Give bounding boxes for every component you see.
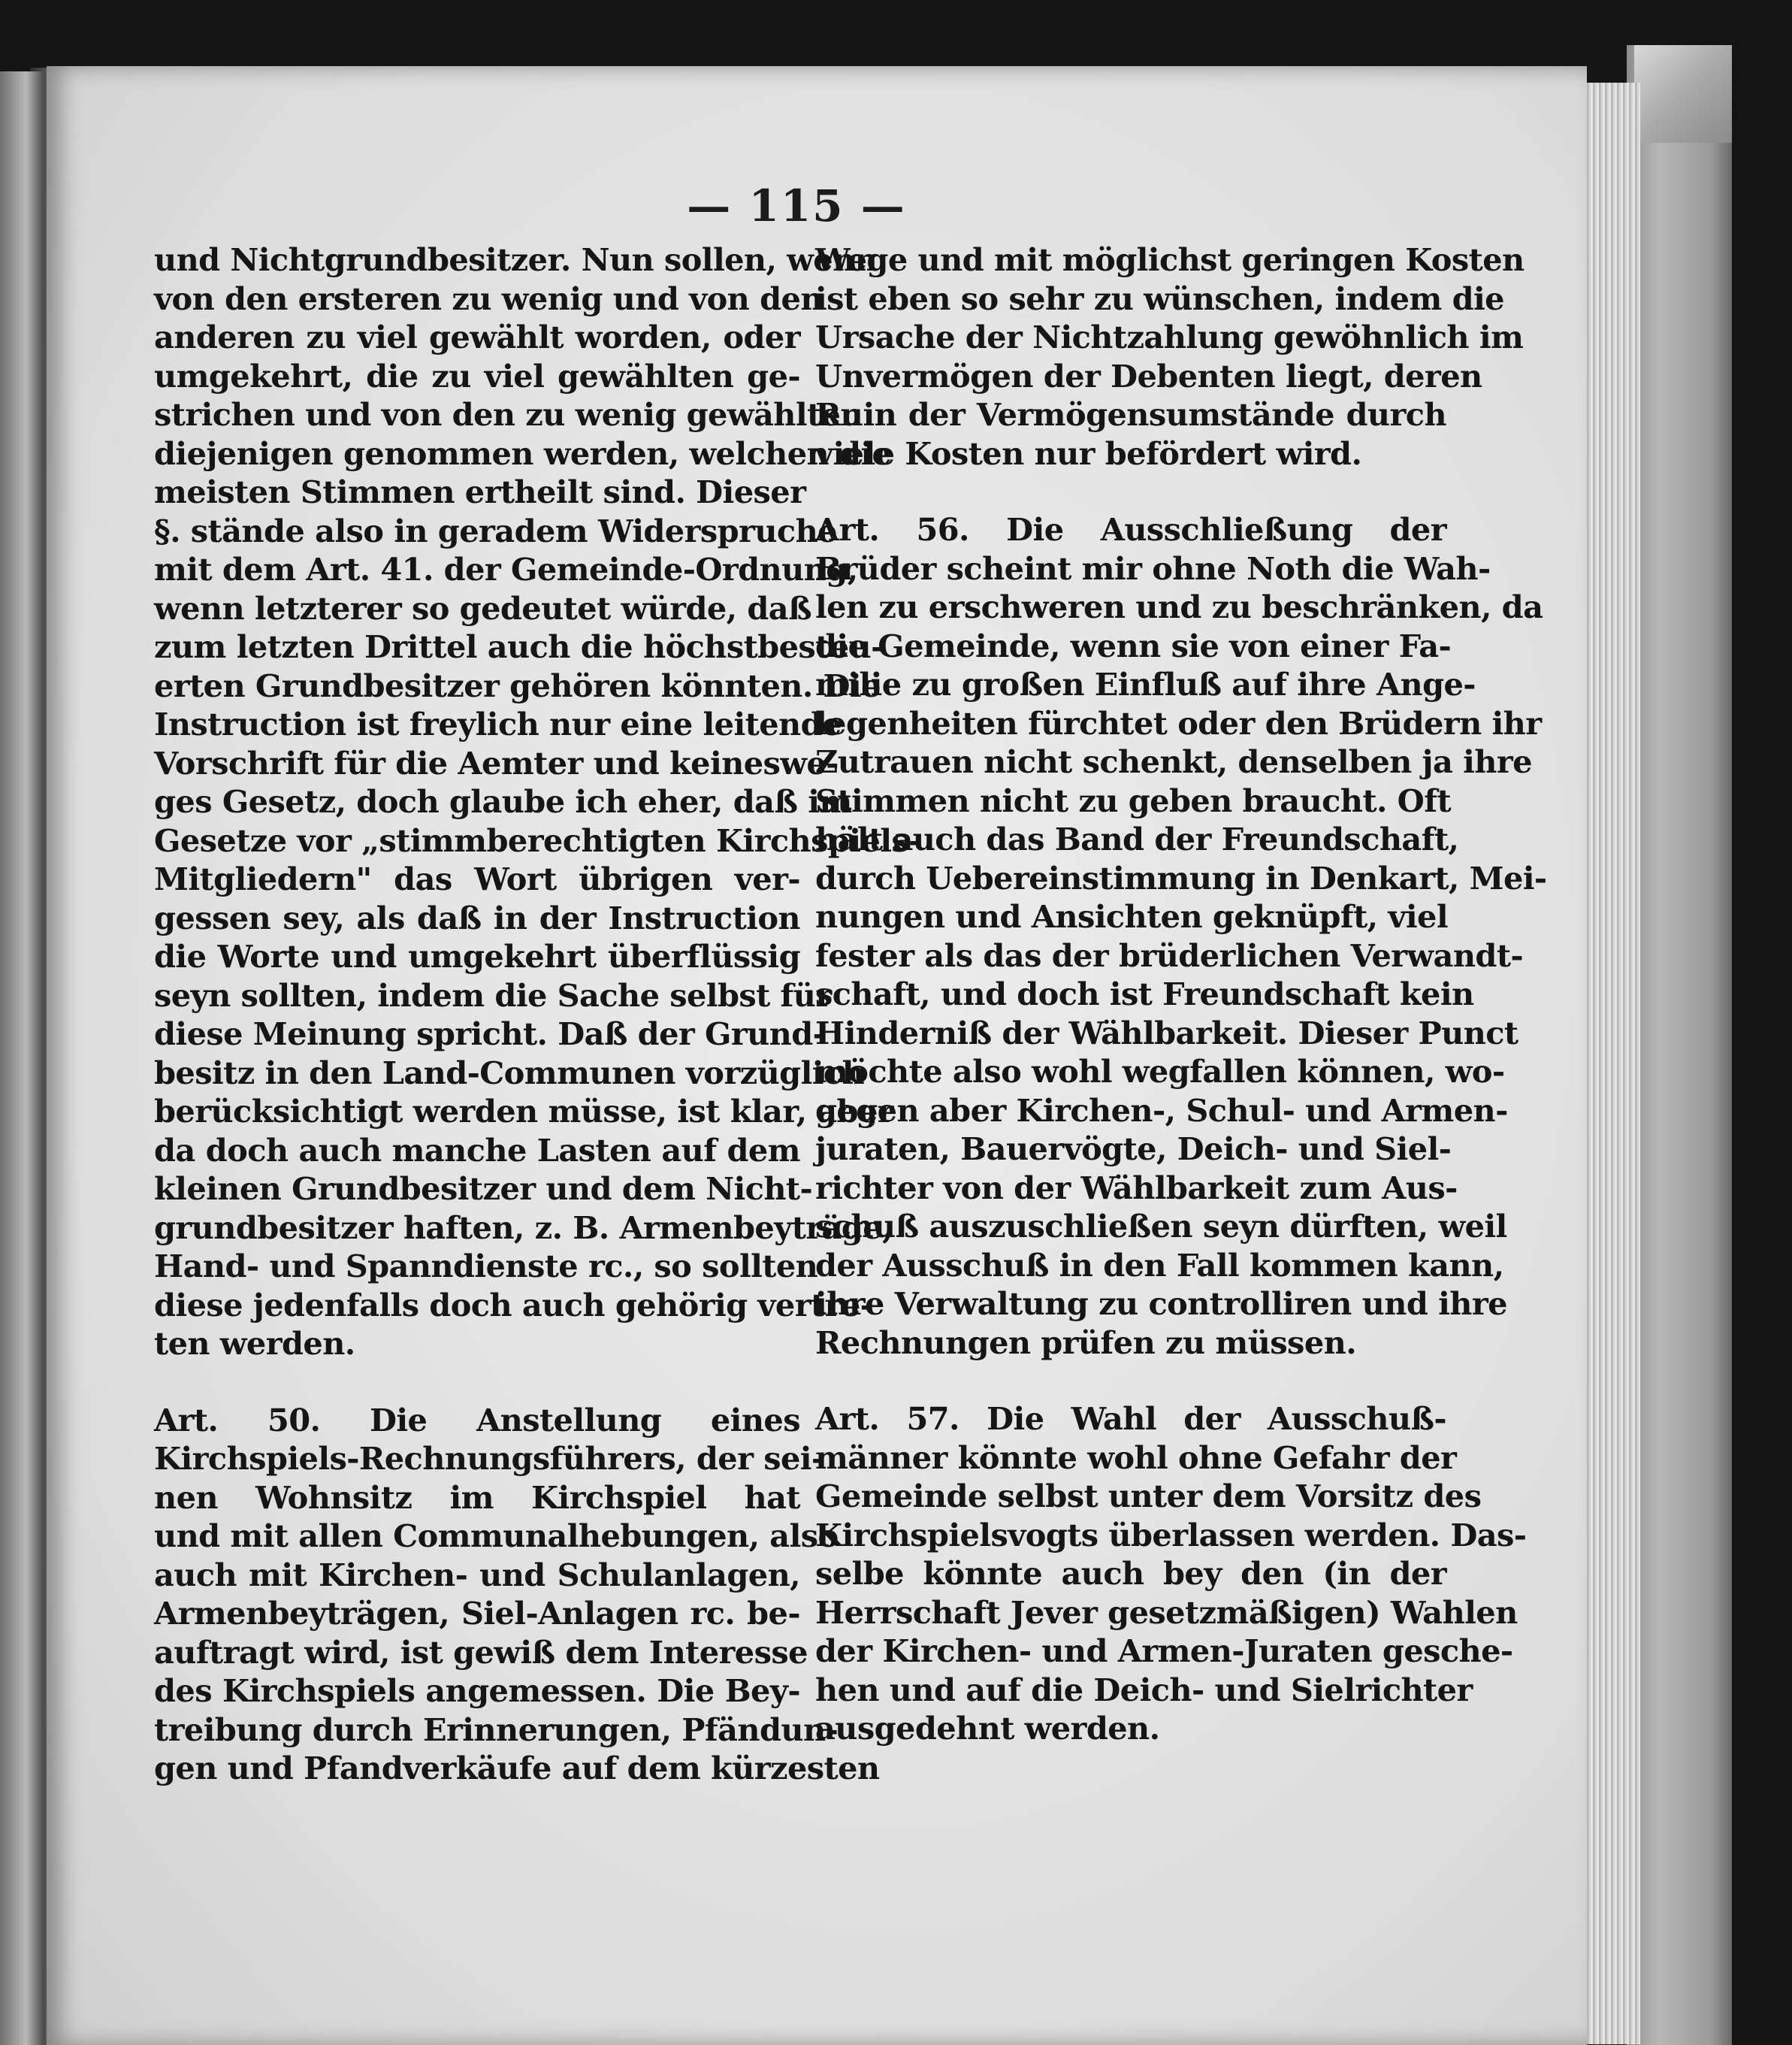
- right-column: [815, 240, 1547, 1748]
- text-line: auch mit Kirchen- und Schulanlagen,: [154, 1556, 800, 1593]
- text-line: legenheiten fürchtet oder den Brüdern ihr: [815, 704, 1542, 742]
- text-line: diese Meinung spricht. Daß der Grund-: [154, 1015, 826, 1052]
- text-line: seyn sollten, indem die Sache selbst für: [154, 976, 832, 1014]
- text-line: von den ersteren zu wenig und von den: [154, 280, 823, 317]
- text-line: erten Grundbesitzer gehören könnten. Die: [154, 667, 881, 704]
- text-line: hält auch das Band der Freundschaft,: [815, 821, 1459, 858]
- text-line: Gesetze vor „stimmberechtigten Kirchspiels-: [154, 821, 921, 859]
- book-cover-corner: [1634, 45, 1732, 143]
- text-line: mit dem Art. 41. der Gemeinde-Ordnung,: [154, 551, 858, 588]
- text-line: nungen und Ansichten geknüpft, viel: [815, 898, 1449, 935]
- article-50-paragraph: [154, 1401, 880, 1788]
- text-line: Instruction ist freylich nur eine leitende: [154, 706, 842, 743]
- text-line: nen Wohnsitz im Kirchspiel hat: [154, 1478, 800, 1516]
- text-line: da doch auch manche Lasten auf dem: [154, 1131, 800, 1169]
- text-line: hen und auf die Deich- und Sielrichter: [815, 1671, 1473, 1708]
- text-line: gen und Pfandverkäufe auf dem kürzesten: [154, 1750, 880, 1786]
- text-line: Wege und mit möglichst geringen Kosten: [815, 241, 1525, 278]
- text-line: umgekehrt, die zu viel gewählten ge-: [154, 357, 800, 395]
- text-line: schaft, und doch ist Freundschaft kein: [815, 976, 1474, 1012]
- text-line: treibung durch Erinnerungen, Pfändun-: [154, 1711, 839, 1748]
- text-line: Brüder scheint mir ohne Noth die Wah-: [815, 549, 1491, 587]
- text-line: Armenbeyträgen, Siel-Anlagen rc. be-: [154, 1595, 800, 1632]
- text-line: selbe könnte auch bey den (in der: [815, 1555, 1446, 1592]
- text-line: Kirchspiels-Rechnungsführers, der sei-: [154, 1440, 824, 1477]
- text-line: durch Uebereinstimmung in Denkart, Mei-: [815, 859, 1547, 897]
- book-cover-edge: [1627, 45, 1732, 2045]
- text-line: Rechnungen prüfen zu müssen.: [815, 1324, 1357, 1361]
- text-line: gegen aber Kirchen-, Schul- und Armen-: [815, 1091, 1508, 1129]
- text-line: fester als das der brüderlichen Verwandt-: [815, 936, 1524, 974]
- text-line: ausgedehnt werden.: [815, 1710, 1160, 1747]
- text-line: juraten, Bauervögte, Deich- und Siel-: [815, 1130, 1452, 1167]
- text-line: berücksichtigt werden müsse, ist klar, aber: [154, 1093, 894, 1130]
- right-column-paragraph: [815, 240, 1525, 473]
- text-line: ist eben so sehr zu wünschen, indem die: [815, 280, 1504, 317]
- text-line: Gemeinde selbst unter dem Vorsitz des: [815, 1478, 1482, 1514]
- text-line: §. stände also in geradem Widerspruche: [154, 512, 837, 549]
- text-line: Mitgliedern" das Wort übrigen ver-: [154, 861, 800, 897]
- text-line: des Kirchspiels angemessen. Die Bey-: [154, 1672, 800, 1709]
- text-line: Hand- und Spanndienste rc., so sollten: [154, 1248, 818, 1284]
- text-line: der Ausschuß in den Fall kommen kann,: [815, 1246, 1504, 1284]
- text-line: milie zu großen Einfluß auf ihre Ange-: [815, 666, 1476, 703]
- text-line: schuß auszuschließen seyn dürften, weil: [815, 1208, 1507, 1245]
- article-57-paragraph: [815, 1399, 1527, 1748]
- text-line: richter von der Wählbarkeit zum Aus-: [815, 1169, 1458, 1206]
- text-line: Stimmen nicht zu geben braucht. Oft: [815, 782, 1452, 819]
- text-line: Ruin der Vermögensumstände durch: [815, 396, 1446, 433]
- text-line: diese jedenfalls doch auch gehörig vertre-: [154, 1286, 873, 1324]
- text-line: strichen und von den zu wenig gewählten: [154, 396, 863, 433]
- text-line: Kirchspielsvogts überlassen werden. Das-: [815, 1516, 1527, 1553]
- text-line: Herrschaft Jever gesetzmäßigen) Wahlen: [815, 1593, 1518, 1631]
- text-line: wenn letzterer so gedeutet würde, daß: [154, 589, 811, 627]
- text-line: ihre Verwaltung zu controlliren und ihre: [815, 1285, 1507, 1322]
- text-line: Art. 50. Die Anstellung eines: [154, 1401, 800, 1438]
- left-column: [154, 240, 921, 1788]
- text-line: männer könnte wohl ohne Gefahr der: [815, 1438, 1457, 1476]
- text-line: kleinen Grundbesitzer und dem Nicht-: [154, 1170, 813, 1207]
- text-line: der Kirchen- und Armen-Juraten gesche-: [815, 1632, 1513, 1669]
- facing-page-edge: [0, 71, 44, 2045]
- text-line: viele Kosten nur befördert wird.: [815, 434, 1362, 472]
- text-line: die Worte und umgekehrt überflüssig: [154, 938, 800, 975]
- text-line: Ursache der Nichtzahlung gewöhnlich im: [815, 319, 1524, 355]
- text-line: zum letzten Drittel auch die höchstbesteu-: [154, 628, 884, 665]
- text-line: Art. 56. Die Ausschließung der: [815, 511, 1446, 548]
- text-line: grundbesitzer haften, z. B. Armenbeyträge,: [154, 1209, 893, 1246]
- text-line: Vorschrift für die Aemter und keineswe-: [154, 744, 839, 782]
- page-number: — 115 —: [687, 180, 906, 231]
- text-line: len zu erschweren und zu beschränken, da: [815, 588, 1543, 625]
- text-line: anderen zu viel gewählt worden, oder: [154, 319, 800, 355]
- text-line: ten werden.: [154, 1325, 355, 1362]
- text-line: gessen sey, als daß in der Instruction: [154, 899, 800, 936]
- text-line: ges Gesetz, doch glaube ich eher, daß im: [154, 783, 852, 820]
- text-line: besitz in den Land-Communen vorzüglich: [154, 1054, 865, 1091]
- text-line: auftragt wird, ist gewiß dem Interesse: [154, 1633, 808, 1671]
- text-line: die Gemeinde, wenn sie von einer Fa-: [815, 627, 1452, 664]
- text-line: diejenigen genommen werden, welchen die: [154, 434, 892, 472]
- text-line: Unvermögen der Debenten liegt, deren: [815, 357, 1482, 395]
- article-56-paragraph: [815, 510, 1547, 1362]
- text-line: und Nichtgrundbesitzer. Nun sollen, wenn: [154, 241, 878, 278]
- text-line: Zutrauen nicht schenkt, denselben ja ihre: [815, 743, 1532, 780]
- text-line: möchte also wohl wegfallen können, wo-: [815, 1053, 1505, 1090]
- text-line: Art. 57. Die Wahl der Ausschuß-: [815, 1400, 1446, 1437]
- text-line: und mit allen Communalhebungen, also: [154, 1517, 839, 1554]
- text-line: Hinderniß der Wählbarkeit. Dieser Punct: [815, 1014, 1519, 1051]
- text-line: meisten Stimmen ertheilt sind. Dieser: [154, 473, 806, 510]
- page-stack-edge: [1584, 83, 1640, 2044]
- left-column-paragraph: [154, 240, 921, 1363]
